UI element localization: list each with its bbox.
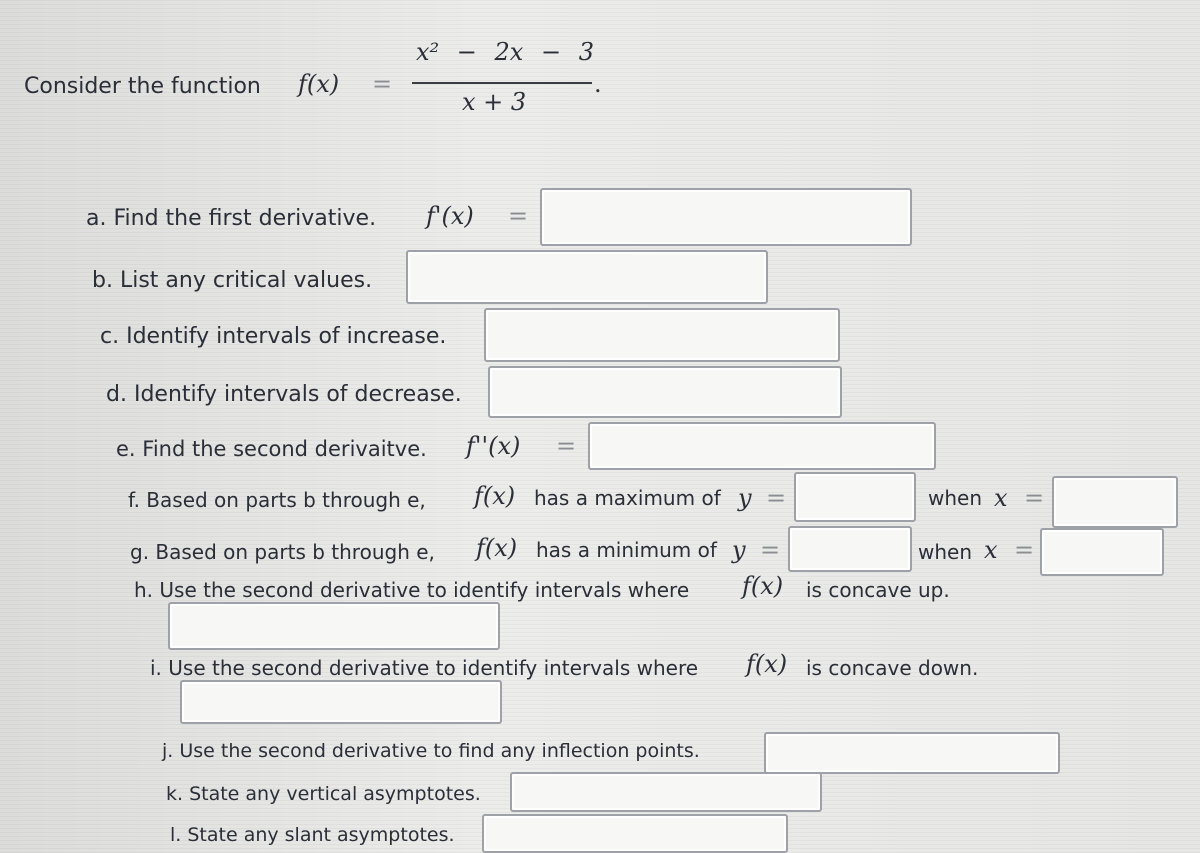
question-c-label: c. Identify intervals of increase.	[100, 324, 447, 349]
question-f-text: has a maximum of	[534, 486, 721, 510]
question-a-equals: =	[508, 202, 529, 230]
question-d-label: d. Identify intervals of decrease.	[106, 382, 462, 407]
question-g-min-x-input[interactable]	[1040, 528, 1164, 576]
question-i-text: is concave down.	[806, 656, 979, 680]
question-l-input[interactable]	[482, 814, 788, 853]
question-k-label: k. State any vertical asymptotes.	[166, 783, 481, 805]
question-f-math: f(x)	[474, 482, 516, 510]
intro-numerator: x² − 2x − 3	[416, 38, 594, 66]
question-g-equals-2: =	[1014, 536, 1035, 564]
question-i-label: i. Use the second derivative to identify intervals where	[150, 656, 699, 680]
question-h-math: f(x)	[742, 572, 784, 600]
question-j-label: j. Use the second derivative to find any inflection points.	[162, 740, 700, 762]
question-j-input[interactable]	[764, 732, 1060, 774]
question-h-text: is concave up.	[806, 578, 950, 602]
question-g-min-y-input[interactable]	[788, 526, 912, 572]
question-a-math: f'(x)	[426, 202, 474, 230]
question-f-label: f. Based on parts b through e,	[128, 488, 426, 512]
question-h-label: h. Use the second derivative to identify intervals where	[134, 578, 690, 602]
question-a-input[interactable]	[540, 188, 912, 246]
question-g-label: g. Based on parts b through e,	[130, 540, 435, 564]
question-f-var-y: y	[738, 484, 752, 512]
question-g-math: f(x)	[476, 534, 518, 562]
intro-label: Consider the function	[24, 74, 261, 99]
intro-period: .	[594, 70, 602, 98]
question-f-equals-2: =	[1024, 484, 1045, 512]
question-e-math: f''(x)	[466, 432, 521, 460]
question-g-var-x: x	[984, 536, 998, 564]
intro-denominator: x + 3	[462, 88, 527, 116]
question-f-max-y-input[interactable]	[794, 472, 916, 522]
question-e-label: e. Find the second derivaitve.	[116, 437, 427, 461]
question-f-var-x: x	[994, 484, 1008, 512]
question-f-when: when	[928, 486, 983, 510]
question-g-equals: =	[760, 536, 781, 564]
question-g-when: when	[918, 540, 973, 564]
question-b-input[interactable]	[406, 250, 768, 304]
question-g-text: has a minimum of	[536, 538, 717, 562]
question-c-input[interactable]	[484, 308, 840, 362]
question-e-equals: =	[556, 432, 577, 460]
intro-function-name: f(x)	[298, 70, 340, 98]
intro-equals: =	[372, 70, 393, 98]
question-l-label: l. State any slant asymptotes.	[170, 824, 455, 846]
question-i-math: f(x)	[746, 650, 788, 678]
question-e-input[interactable]	[588, 422, 936, 470]
question-a-label: a. Find the first derivative.	[86, 206, 377, 231]
question-f-equals: =	[766, 484, 787, 512]
question-f-max-x-input[interactable]	[1052, 476, 1178, 528]
question-g-var-y: y	[732, 536, 746, 564]
question-d-input[interactable]	[488, 366, 842, 418]
question-k-input[interactable]	[510, 772, 822, 812]
question-h-input[interactable]	[168, 602, 500, 650]
fraction-bar	[412, 82, 592, 84]
question-b-label: b. List any critical values.	[92, 268, 373, 293]
question-i-input[interactable]	[180, 680, 502, 724]
